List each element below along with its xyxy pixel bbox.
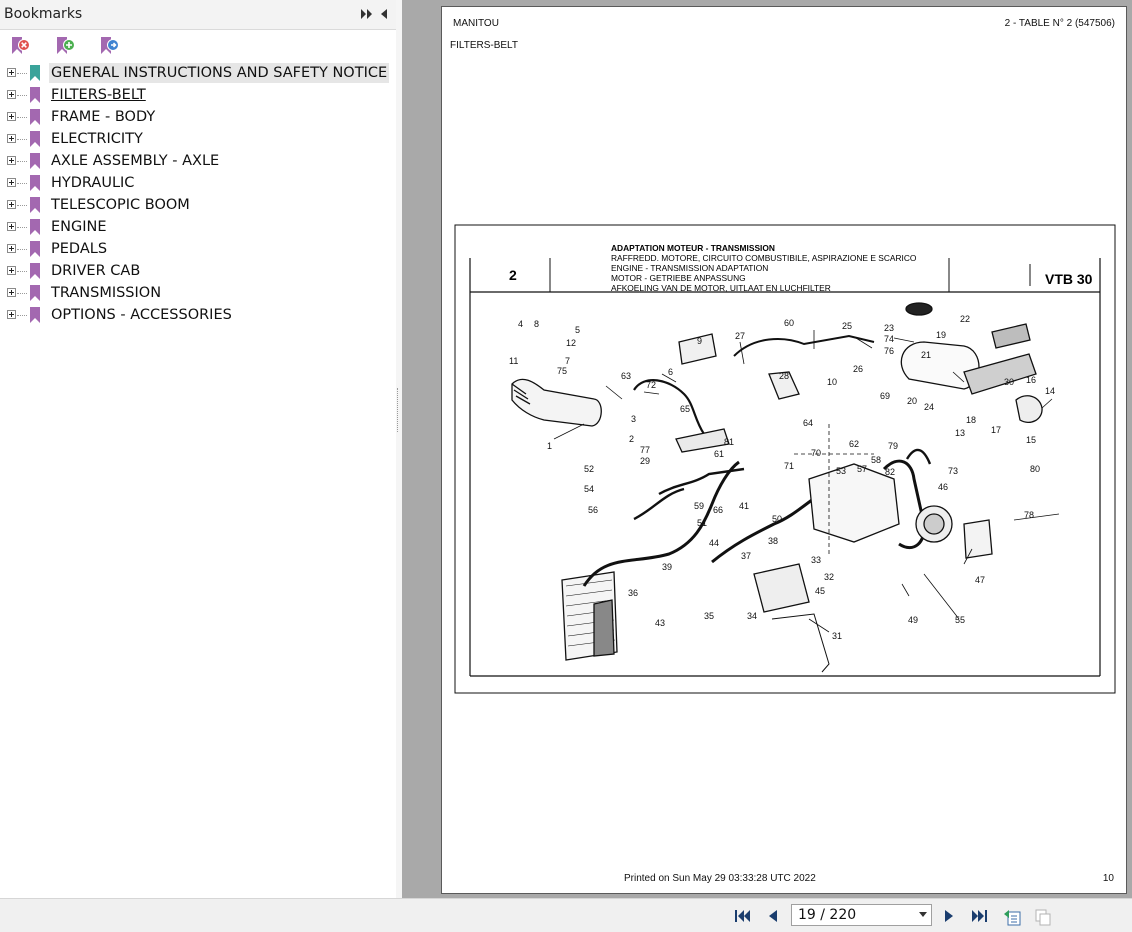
callout-label: 53 [836, 466, 847, 476]
chevron-down-icon[interactable] [919, 912, 927, 917]
callout-label: 52 [584, 464, 595, 474]
callout-label: 49 [908, 615, 919, 625]
bookmark-item[interactable] [0, 172, 396, 194]
callout-label: 28 [779, 371, 790, 381]
bookmark-icon [29, 152, 41, 170]
callout-label: 55 [955, 615, 966, 625]
callout-label: 3 [631, 414, 637, 424]
collapse-panel-icon[interactable] [360, 7, 374, 21]
expand-icon[interactable] [7, 90, 16, 99]
callout-label: 33 [811, 555, 822, 565]
callout-label: 4 [518, 319, 524, 329]
bookmark-icon [29, 86, 41, 104]
bookmark-label[interactable]: OPTIONS - ACCESSORIES [51, 307, 232, 323]
callout-label: 63 [621, 371, 632, 381]
callout-label: 60 [784, 318, 795, 328]
previous-view-icon[interactable] [1002, 907, 1022, 927]
callout-label: 47 [975, 575, 986, 585]
page-number-value[interactable]: 19 / 220 [798, 907, 857, 923]
callout-label: 18 [966, 415, 977, 425]
diagram-model: VTB 30 [1045, 271, 1093, 287]
callout-label: 24 [924, 402, 935, 412]
navigation-toolbar [0, 898, 1132, 932]
bookmark-item[interactable] [0, 106, 396, 128]
callout-label: 79 [888, 441, 899, 451]
bookmark-label[interactable]: FILTERS-BELT [51, 87, 146, 103]
splitter-grip[interactable] [397, 388, 401, 432]
callout-label: 29 [640, 456, 651, 466]
callout-label: 59 [694, 501, 705, 511]
callout-label: 71 [784, 461, 795, 471]
callout-label: 58 [871, 455, 882, 465]
callout-label: 25 [842, 321, 853, 331]
first-page-icon[interactable] [733, 907, 751, 925]
bookmark-icon [29, 240, 41, 258]
callout-label: 21 [921, 350, 932, 360]
callout-label: 39 [662, 562, 673, 572]
callout-label: 12 [566, 338, 577, 348]
callout-label: 17 [991, 425, 1002, 435]
callout-label: 8 [534, 319, 540, 329]
callout-label: 26 [853, 364, 864, 374]
callout-label: 43 [655, 618, 666, 628]
callout-label: 16 [1026, 375, 1037, 385]
callout-label: 77 [640, 445, 651, 455]
parts-diagram [454, 224, 1116, 695]
add-child-bookmark-icon[interactable] [98, 34, 122, 58]
callout-label: 65 [680, 404, 691, 414]
callout-label: 80 [1030, 464, 1041, 474]
expand-icon[interactable] [7, 68, 16, 77]
callout-label: 72 [646, 380, 657, 390]
bookmark-label[interactable]: ELECTRICITY [51, 131, 143, 147]
bookmark-label[interactable]: DRIVER CAB [51, 263, 141, 279]
callout-label: 73 [948, 466, 959, 476]
callout-label: 2 [629, 434, 635, 444]
previous-page-icon[interactable] [764, 907, 782, 925]
callout-label: 41 [739, 501, 750, 511]
callout-label: 66 [713, 505, 724, 515]
callout-label: 70 [811, 448, 822, 458]
page-subtitle: FILTERS-BELT [450, 40, 518, 51]
bookmark-label[interactable]: GENERAL INSTRUCTIONS AND SAFETY NOTICE [51, 65, 388, 81]
bookmark-label[interactable]: HYDRAULIC [51, 175, 135, 191]
bookmarks-panel [0, 0, 397, 898]
bookmark-item[interactable] [0, 216, 396, 238]
callout-label: 54 [584, 484, 595, 494]
callout-label: 76 [884, 346, 895, 356]
callout-label: 30 [1004, 377, 1015, 387]
expand-icon[interactable] [7, 112, 16, 121]
diagram-title-en: ENGINE - TRANSMISSION ADAPTATION [611, 263, 769, 273]
bookmarks-title: Bookmarks [4, 6, 83, 22]
callout-label: 82 [885, 467, 896, 477]
next-view-icon[interactable] [1033, 907, 1053, 927]
callout-label: 62 [849, 439, 860, 449]
callout-label: 61 [714, 449, 725, 459]
callout-label: 19 [936, 330, 947, 340]
bookmark-item[interactable] [0, 128, 396, 150]
page-footer-printed: Printed on Sun May 29 03:33:28 UTC 2022 [624, 873, 816, 884]
callout-label: 6 [668, 367, 674, 377]
bookmark-icon [29, 108, 41, 126]
callout-label: 20 [907, 396, 918, 406]
expand-icon[interactable] [7, 156, 16, 165]
bookmarks-header [0, 0, 396, 30]
callout-label: 5 [575, 325, 581, 335]
expand-icon[interactable] [7, 222, 16, 231]
bookmark-item[interactable] [0, 150, 396, 172]
callout-label: 37 [741, 551, 752, 561]
page-footer-number: 10 [1102, 873, 1114, 884]
bookmark-icon [29, 196, 41, 214]
callout-label: 27 [735, 331, 746, 341]
bookmark-label[interactable]: FRAME - BODY [51, 109, 156, 125]
bookmarks-toolbar [0, 30, 396, 60]
page-header-brand: MANITOU [453, 18, 499, 29]
bookmark-icon [29, 218, 41, 236]
callout-label: 35 [704, 611, 715, 621]
diagram-title-de: MOTOR - GETRIEBE ANPASSUNG [611, 273, 746, 283]
callout-label: 45 [815, 586, 826, 596]
next-page-icon[interactable] [940, 907, 958, 925]
callout-label: 11 [509, 356, 519, 366]
bookmark-icon [29, 64, 41, 82]
callout-label: 64 [803, 418, 814, 428]
callout-label: 44 [709, 538, 720, 548]
callout-label: 78 [1024, 510, 1035, 520]
page-header-table: 2 - TABLE N° 2 (547506) [1004, 18, 1115, 29]
bookmark-label[interactable]: PEDALS [51, 241, 108, 257]
last-page-icon[interactable] [971, 907, 989, 925]
expand-icon[interactable] [7, 178, 16, 187]
bookmark-item[interactable] [0, 260, 396, 282]
bookmark-icon [29, 262, 41, 280]
callout-label: 1 [547, 441, 553, 451]
bookmark-icon [29, 306, 41, 324]
callout-label: 9 [697, 336, 703, 346]
callout-label: 14 [1045, 386, 1056, 396]
diagram-title-fr: ADAPTATION MOTEUR - TRANSMISSION [611, 243, 775, 253]
diagram-title-nl: AFKOELING VAN DE MOTOR, UITLAAT EN LUCHFILTER [611, 283, 831, 293]
diagram-section-number: 2 [509, 267, 517, 283]
expand-icon[interactable] [7, 310, 16, 319]
callout-label: 36 [628, 588, 639, 598]
callout-label: 46 [938, 482, 949, 492]
add-bookmark-icon[interactable] [54, 34, 78, 58]
callout-label: 31 [832, 631, 843, 641]
page-number-dropdown[interactable] [791, 904, 932, 926]
bookmark-label[interactable]: AXLE ASSEMBLY - AXLE [51, 153, 220, 169]
bookmark-icon [29, 174, 41, 192]
expand-icon[interactable] [7, 266, 16, 275]
delete-bookmark-icon[interactable] [9, 34, 33, 58]
bookmark-item[interactable] [0, 62, 396, 84]
callout-label: 32 [824, 572, 835, 582]
bookmark-label[interactable]: TRANSMISSION [51, 285, 162, 301]
callout-label: 56 [588, 505, 599, 515]
hide-panel-icon[interactable] [378, 7, 390, 21]
bookmark-item[interactable] [0, 238, 396, 260]
bookmark-tree [0, 62, 396, 326]
callout-label: 75 [557, 366, 568, 376]
callout-label: 69 [880, 391, 891, 401]
expand-icon[interactable] [7, 244, 16, 253]
callout-label: 81 [724, 437, 735, 447]
callout-label: 50 [772, 514, 783, 524]
callout-label: 34 [747, 611, 758, 621]
callout-label: 7 [565, 356, 571, 366]
bookmark-icon [29, 284, 41, 302]
expand-icon[interactable] [7, 134, 16, 143]
callout-label: 74 [884, 334, 895, 344]
callout-label: 10 [827, 377, 838, 387]
bookmark-item[interactable] [0, 194, 396, 216]
diagram-title-it: RAFFREDD. MOTORE, CIRCUITO COMBUSTIBILE, ASPIRAZIONE E SCARICO [611, 253, 917, 263]
bookmark-item[interactable] [0, 304, 396, 326]
callout-label: 22 [960, 314, 971, 324]
bookmark-item[interactable] [0, 84, 396, 106]
expand-icon[interactable] [7, 200, 16, 209]
bookmark-label[interactable]: ENGINE [51, 219, 107, 235]
document-page [441, 6, 1127, 894]
callout-label: 23 [884, 323, 895, 333]
expand-icon[interactable] [7, 288, 16, 297]
bookmark-label[interactable]: TELESCOPIC BOOM [51, 197, 190, 213]
callout-label: 15 [1026, 435, 1037, 445]
callout-label: 57 [857, 464, 868, 474]
bookmark-item[interactable] [0, 282, 396, 304]
bookmark-icon [29, 130, 41, 148]
callout-label: 51 [697, 518, 708, 528]
callout-label: 38 [768, 536, 779, 546]
callout-label: 13 [955, 428, 966, 438]
